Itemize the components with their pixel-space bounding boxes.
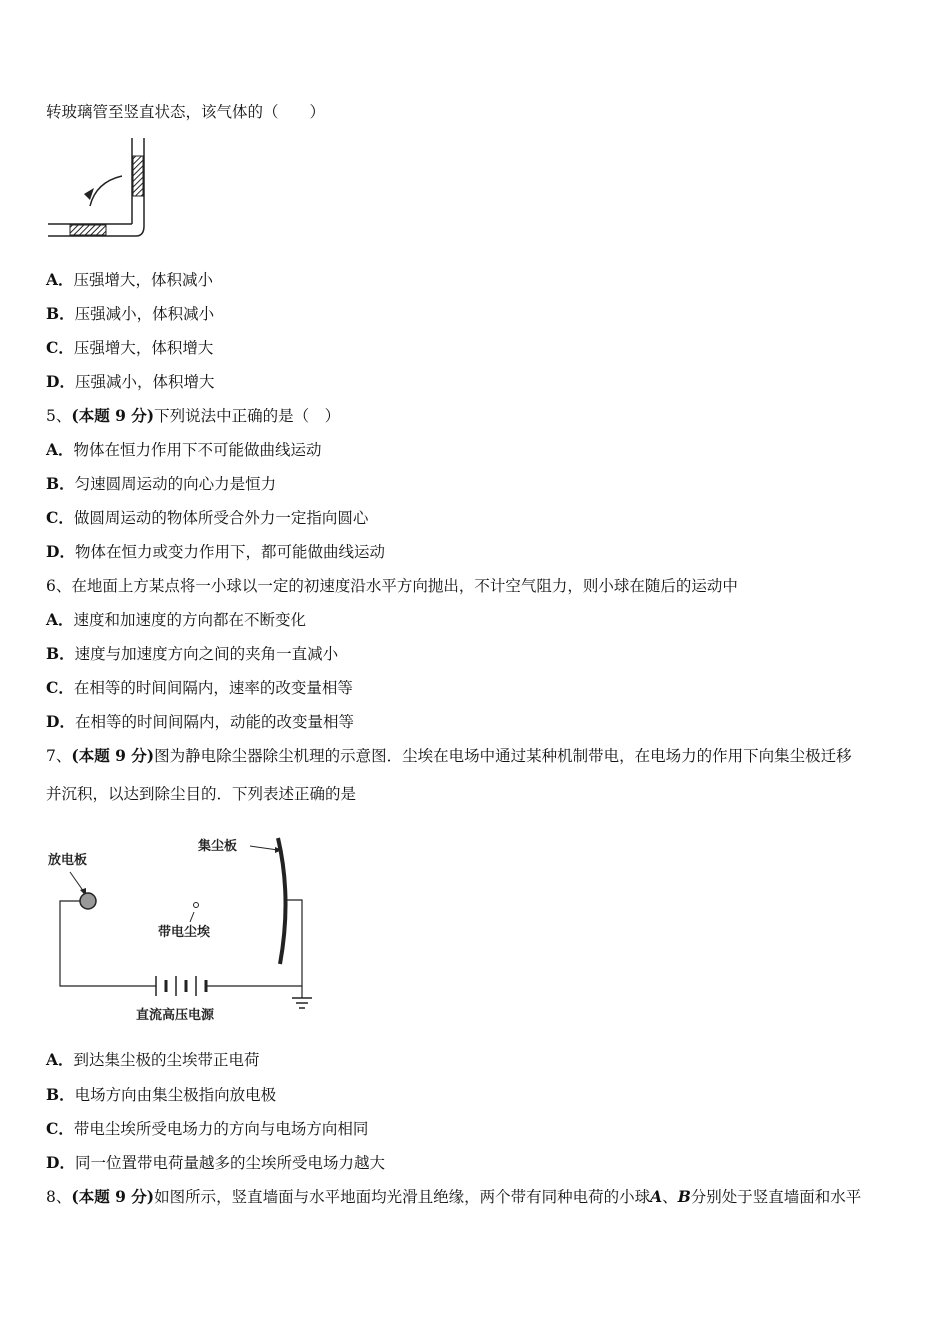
q7-stem-line1: 7、(本题 9 分)图为静电除尘器除尘机理的示意图．尘埃在电场中通过某种机制带电，在电场力的作用下向集尘极迁移 bbox=[46, 746, 852, 765]
q4-option-d[interactable]: D．压强减小，体积增大 bbox=[46, 372, 215, 391]
q6-option-a[interactable]: A．速度和加速度的方向都在不断变化 bbox=[46, 610, 307, 629]
q5-option-b[interactable]: B．匀速圆周运动的向心力是恒力 bbox=[46, 474, 277, 493]
q5-option-a[interactable]: A．物体在恒力作用下不可能做曲线运动 bbox=[46, 440, 322, 459]
q6-stem: 6、在地面上方某点将一小球以一定的初速度沿水平方向抛出，不计空气阻力，则小球在随后的运动中 bbox=[46, 577, 738, 595]
q7-precipitator-figure bbox=[40, 828, 330, 1028]
q4-stem-tail: 转玻璃管至竖直状态，该气体的（ ） bbox=[46, 103, 326, 121]
q6-option-c[interactable]: C．在相等的时间间隔内，速率的改变量相等 bbox=[46, 678, 353, 697]
q6-option-b[interactable]: B．速度与加速度方向之间的夹角一直减小 bbox=[46, 644, 339, 663]
discharge-plate-ball bbox=[80, 893, 96, 909]
collector-plate bbox=[278, 838, 286, 964]
q7-option-b[interactable]: B．电场方向由集尘极指向放电极 bbox=[46, 1085, 277, 1104]
q7-stem-line2: 并沉积，以达到除尘目的．下列表述正确的是 bbox=[46, 785, 357, 803]
dust-particle bbox=[194, 903, 199, 908]
q4-option-b[interactable]: B．压强减小，体积减小 bbox=[46, 304, 215, 323]
q8-stem: 8、(本题 9 分)如图所示，竖直墙面与水平地面均光滑且绝缘，两个带有同种电荷的小球A、B分别处于竖直墙面和水平 bbox=[46, 1187, 862, 1206]
q4-option-c[interactable]: C．压强增大，体积增大 bbox=[46, 338, 214, 357]
charged-dust-label: 带电尘埃 bbox=[158, 925, 211, 940]
q4-tube-figure bbox=[44, 134, 164, 244]
q4-option-a[interactable]: A．压强增大，体积减小 bbox=[46, 270, 214, 289]
power-source-label: 直流高压电源 bbox=[136, 1008, 215, 1023]
q6-option-d[interactable]: D．在相等的时间间隔内，动能的改变量相等 bbox=[46, 712, 354, 731]
q5-stem: 5、(本题 9 分)下列说法中正确的是（ ） bbox=[46, 406, 341, 425]
q7-option-a[interactable]: A．到达集尘极的尘埃带正电荷 bbox=[46, 1050, 260, 1069]
discharge-plate-label: 放电板 bbox=[48, 853, 88, 868]
collector-plate-label: 集尘板 bbox=[198, 839, 238, 854]
q7-option-c[interactable]: C．带电尘埃所受电场力的方向与电场方向相同 bbox=[46, 1119, 369, 1138]
q7-option-d[interactable]: D．同一位置带电荷量越多的尘埃所受电场力越大 bbox=[46, 1153, 385, 1172]
q5-option-d[interactable]: D．物体在恒力或变力作用下，都可能做曲线运动 bbox=[46, 542, 385, 561]
q5-option-c[interactable]: C．做圆周运动的物体所受合外力一定指向圆心 bbox=[46, 508, 369, 527]
